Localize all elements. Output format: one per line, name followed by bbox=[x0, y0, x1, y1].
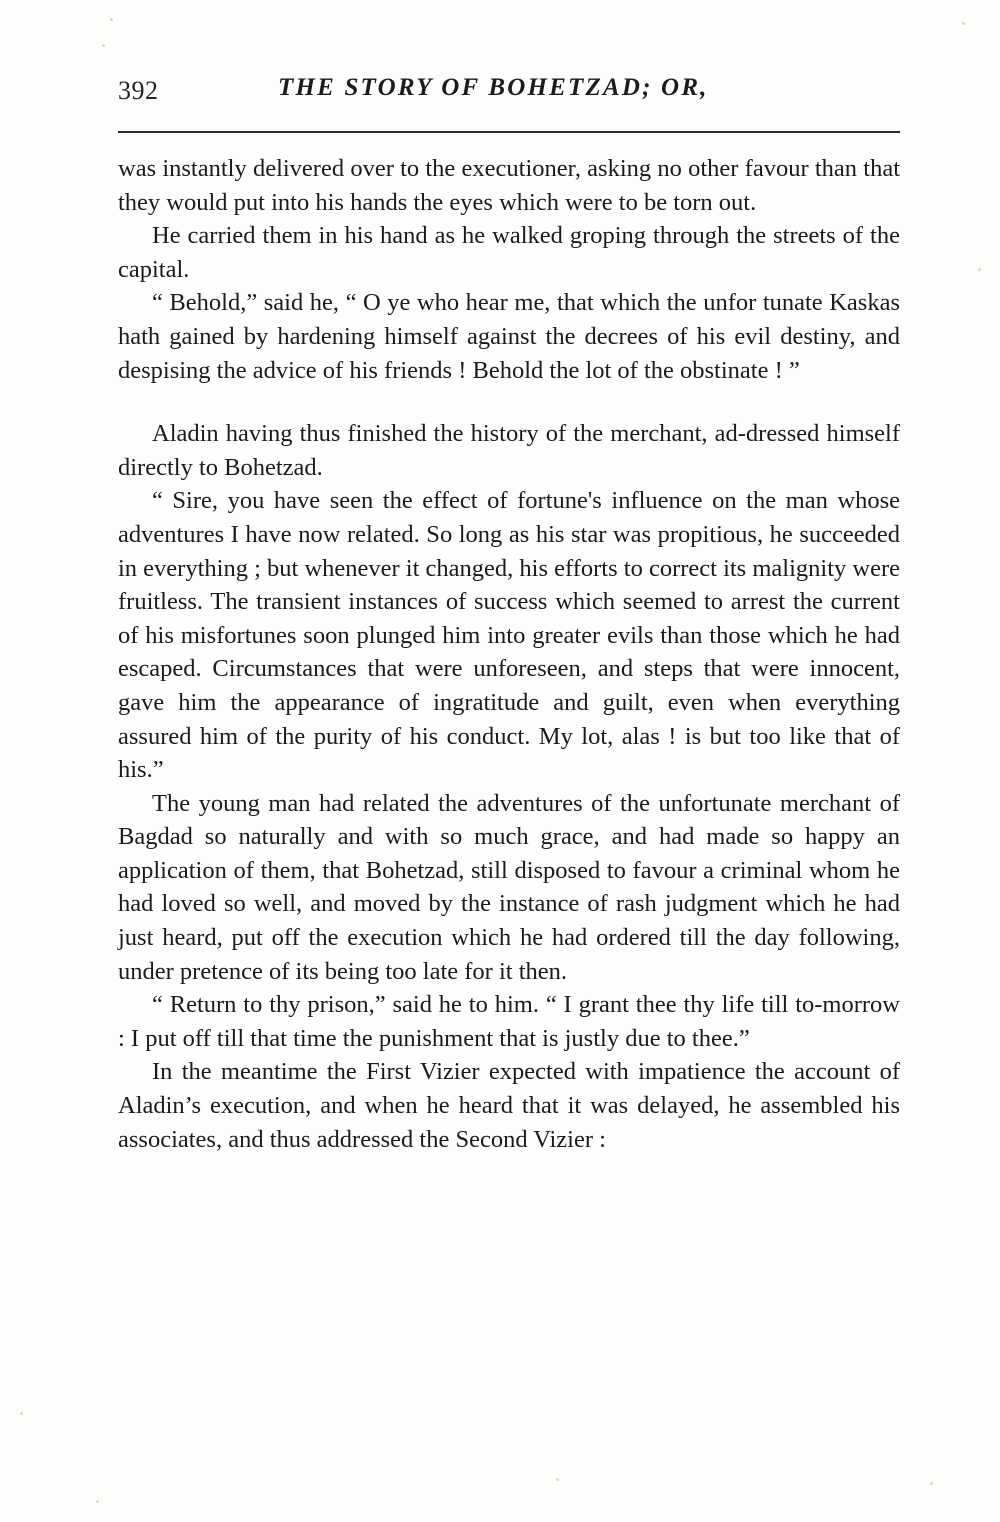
page-number: 392 bbox=[118, 76, 159, 105]
paragraph: The young man had related the adventures of the unfortunate merchant of Bagdad so naturally and with so much grace, and had made so happy an application of them, that Bohetzad, still disposed to favour a criminal whom he had loved so well, and moved by the instance of rash judgment which he had just heard, put off the execution which he had ordered till the day following, under pretence of its being too late for it then. bbox=[118, 789, 900, 985]
paragraph: “ Sire, you have seen the effect of fortune's influence on the man whose adventures I have now related. So long as his star was propitious, he succeeded in everything ; but whenever it changed, his efforts to correct its malignity were fruitless. The transient instances of success which seemed to arrest the current of his misfortunes soon plunged him into greater evils than those which he had escaped. Circumstances that were unforeseen, and steps that were innocent, gave him the appearance of ingratitude and guilt, even when everything assured him of the purity of his conduct. My lot, alas ! is but too like that of his.” bbox=[118, 487, 900, 784]
paper-speckle bbox=[96, 1500, 99, 1503]
page-header bbox=[118, 72, 900, 112]
page-body bbox=[118, 152, 900, 1156]
paragraph: was instantly delivered over to the executioner, asking no other favour than that they would put into his hands the eyes which were to be torn out. bbox=[118, 155, 900, 216]
paragraph: In the meantime the First Vizier expected with impatience the account of Aladin’s execution, and when he heard that it was delayed, he assembled his associates, and thus addressed the Second Vizier : bbox=[118, 1058, 900, 1153]
paper-speckle bbox=[102, 44, 105, 47]
paper-speckle bbox=[20, 1412, 23, 1415]
paper-speckle bbox=[110, 18, 113, 21]
paper-speckle bbox=[930, 1482, 933, 1485]
paragraph: Aladin having thus finished the history of the merchant, ad-dressed himself directly to Bohetzad. bbox=[118, 420, 900, 481]
paragraph: “ Return to thy prison,” said he to him. “ I grant thee thy life till to-morrow : I put off till that time the punishment that is justly due to thee.” bbox=[118, 991, 900, 1052]
paper-speckle bbox=[978, 268, 981, 271]
paper-speckle bbox=[556, 1478, 559, 1481]
paragraph: He carried them in his hand as he walked groping through the streets of the capital. bbox=[118, 222, 900, 283]
running-title: THE STORY OF BOHETZAD; OR, bbox=[278, 74, 709, 101]
paper-speckle bbox=[962, 22, 965, 25]
paragraph: “ Behold,” said he, “ O ye who hear me, that which the unfor tunate Kaskas hath gained by hardening himself against the decrees of his evil destiny, and despising the advice of his friends ! Behold the lot of the obstinate ! ” bbox=[118, 289, 900, 384]
header-rule bbox=[118, 131, 900, 133]
